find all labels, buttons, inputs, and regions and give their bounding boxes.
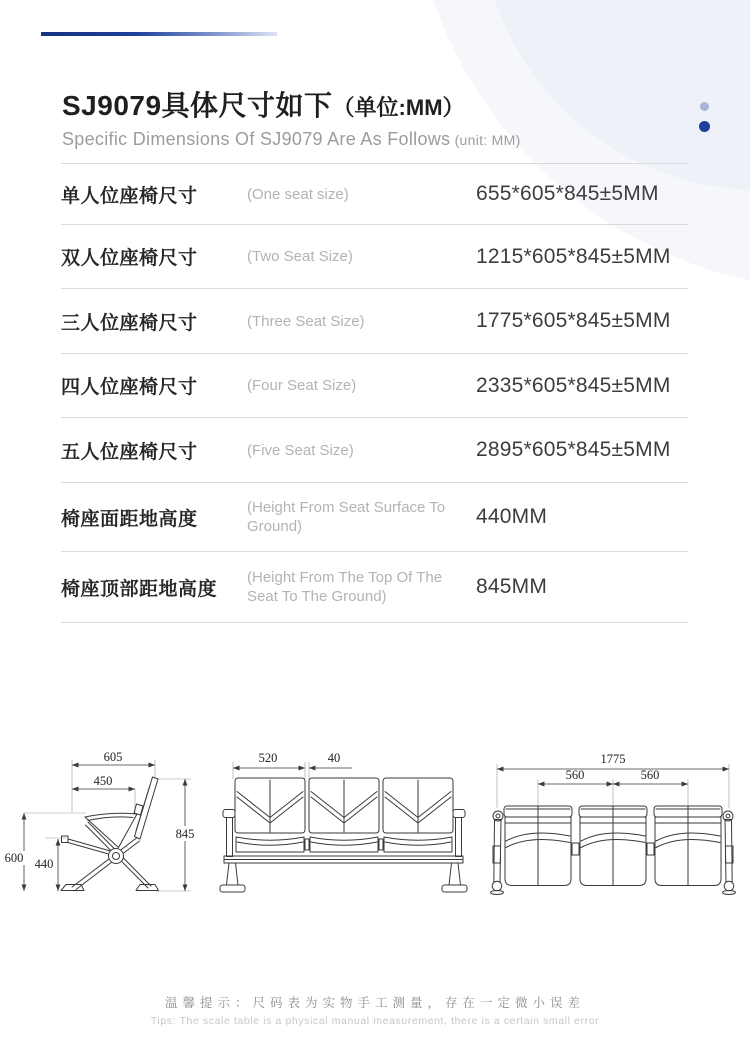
row-value: 655*605*845±5MM xyxy=(476,182,659,205)
row-value: 440MM xyxy=(476,505,548,528)
row-label-en: (Height From The Top Of The Seat To The Ground) xyxy=(247,569,443,605)
row-label-en: (Two Seat Size) xyxy=(247,248,353,265)
dim-label-560-left: 560 xyxy=(565,768,585,782)
dim-label-440: 440 xyxy=(34,857,54,871)
row-label-zh: 椅座面距地高度 xyxy=(61,508,198,530)
row-value: 2335*605*845±5MM xyxy=(476,373,671,397)
row-label-en: (Three Seat Size) xyxy=(247,312,365,330)
table-row-top-height xyxy=(61,552,688,623)
row-label-en: (One seat size) xyxy=(247,185,349,203)
row-label-zh: 四人位座椅尺寸 xyxy=(61,377,198,398)
dim-label-605: 605 xyxy=(103,750,123,764)
dot-light-icon xyxy=(700,102,709,111)
page-title-unit: （单位:MM） xyxy=(332,95,465,120)
bench-rear xyxy=(491,806,736,895)
row-label-en: (Four Seat Size) xyxy=(247,377,357,394)
row-label-zh: 五人位座椅尺寸 xyxy=(61,441,198,463)
row-label-zh: 双人位座椅尺寸 xyxy=(61,248,198,269)
table-row-three-seat xyxy=(61,289,688,354)
row-value: 845MM xyxy=(476,575,548,598)
table-row-two-seat xyxy=(61,225,688,289)
chair-side-profile xyxy=(61,777,159,891)
dot-dark-icon xyxy=(699,121,710,132)
footer-tip-zh: 温馨提示：尺码表为实物手工测量，存在一定微小误差 xyxy=(164,996,585,1010)
row-label-en: (Five Seat Size) xyxy=(247,441,354,459)
dim-label-845: 845 xyxy=(175,827,195,841)
row-label-en: (Height From Seat Surface To Ground) xyxy=(247,499,446,535)
technical-drawings xyxy=(0,740,750,910)
row-label-zh: 三人位座椅尺寸 xyxy=(61,312,198,334)
table-row-one-seat xyxy=(61,164,688,225)
table-row-four-seat xyxy=(61,354,688,418)
bench-front xyxy=(220,778,467,892)
row-value: 1775*605*845±5MM xyxy=(476,309,671,332)
front-view-drawing xyxy=(220,751,467,892)
dim-label-560-right: 560 xyxy=(640,768,660,782)
dim-label-520: 520 xyxy=(258,751,278,765)
dim-label-1775: 1775 xyxy=(600,752,626,766)
side-view-drawing xyxy=(1,750,199,891)
table-row-seat-height xyxy=(61,483,688,552)
page-subtitle-text: Specific Dimensions Of SJ9079 Are As Follows xyxy=(62,129,451,149)
table-row-five-seat xyxy=(61,418,688,483)
row-value: 2895*605*845±5MM xyxy=(476,438,671,461)
rear-view-drawing xyxy=(491,752,736,895)
row-label-zh: 单人位座椅尺寸 xyxy=(61,185,198,207)
page-title-text: SJ9079具体尺寸如下 xyxy=(62,90,333,121)
dim-label-450: 450 xyxy=(93,774,113,788)
row-label-zh: 椅座顶部距地高度 xyxy=(61,578,218,600)
decor-dots xyxy=(697,102,711,132)
dim-label-600: 600 xyxy=(4,851,24,865)
dimension-table xyxy=(61,163,688,623)
row-value: 1215*605*845±5MM xyxy=(476,244,671,268)
accent-gradient-bar xyxy=(41,32,277,36)
page-subtitle-unit: (unit: MM) xyxy=(450,132,521,148)
page-subtitle xyxy=(62,129,521,150)
dim-label-40: 40 xyxy=(327,751,341,765)
page-title xyxy=(62,84,465,124)
footer-tip-en: Tips: The scale table is a physical manual measurement, there is a certain small error xyxy=(150,1015,600,1027)
